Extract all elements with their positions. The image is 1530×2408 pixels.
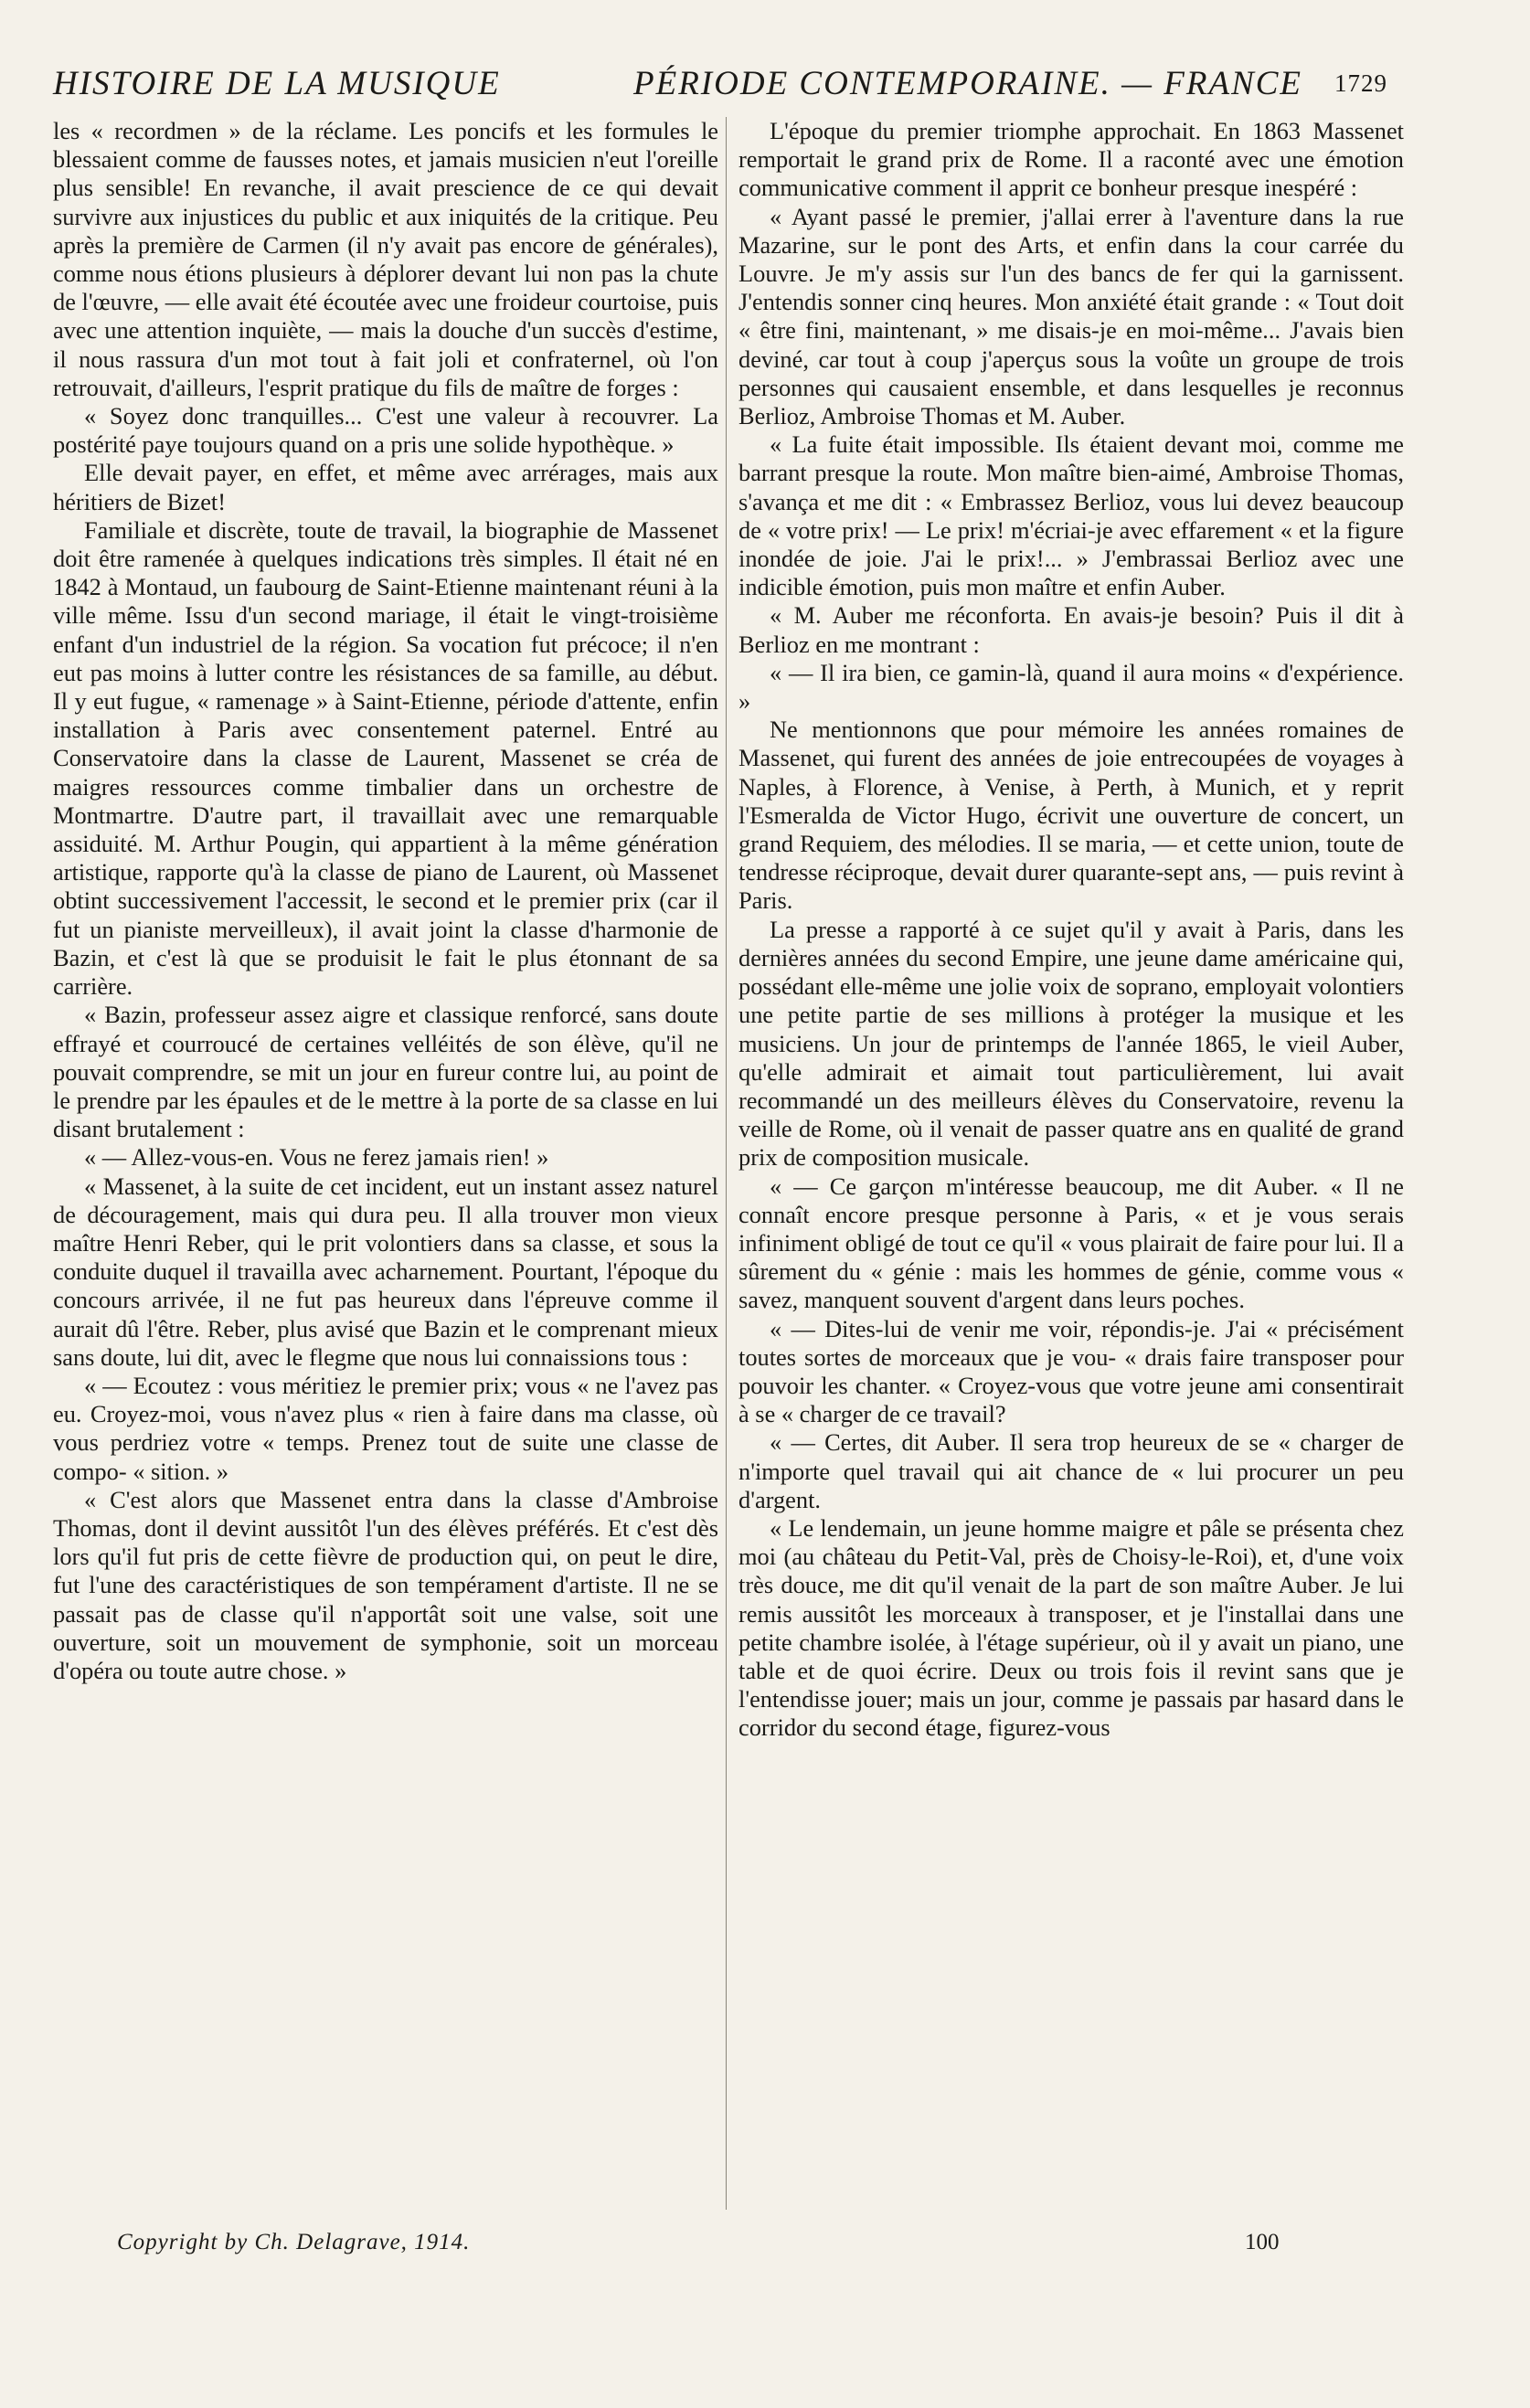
paragraph: L'époque du premier triomphe approchait. En 1863 Massenet remportait le grand prix de Rome. Il a raconté avec une émotion communicative comment il apprit ce bonheur presque inespéré :	[738, 117, 1404, 202]
header-title-left: HISTOIRE DE LA MUSIQUE	[53, 65, 501, 102]
header-page-number: 1729	[1334, 69, 1387, 97]
paragraph: « — Dites-lui de venir me voir, répondis-je. J'ai « précisément toutes sortes de morceaux que je vou- « drais faire transposer pour pouvoir les chanter. « Croyez-vous que votre jeune ami consentirait à se « charger de ce travail?	[738, 1314, 1404, 1428]
right-column	[738, 117, 1404, 1743]
paragraph: « M. Auber me réconforta. En avais-je besoin? Puis il dit à Berlioz en me montrant :	[738, 601, 1404, 658]
copyright-notice: Copyright by Ch. Delagrave, 1914.	[117, 2230, 471, 2254]
paragraph: Familiale et discrète, toute de travail, la biographie de Massenet doit être ramenée à quelques indications très simples. Il était né en 1842 à Montaud, un faubourg de Saint-Etienne maintenant réuni à la ville même. Issu d'un second mariage, il était le vingt-troisième enfant d'un industriel de la région. Sa vocation fut précoce; il n'en eut pas moins à lutter contre les résistances de sa famille, au début. Il y eut fugue, « ramenage » à Saint-Etienne, période d'attente, enfin installation à Paris avec consentement paternel. Entré au Conservatoire dans la classe de Laurent, Massenet se créa de maigres ressources comme timbalier dans un orchestre de Montmartre. D'autre part, il travaillait avec une remarquable assiduité. M. Arthur Pougin, qui appartient à la même génération artistique, rapporte qu'à la classe de piano de Laurent, où Massenet obtint successivement l'accessit, le second et le premier prix (car il fut un pianiste merveilleux), il avait joint la classe d'harmonie de Bazin, et c'est là que se produisit le fait le plus étonnant de sa carrière.	[53, 515, 718, 1001]
paragraph: « — Certes, dit Auber. Il sera trop heureux de se « charger de n'importe quel travail qui ait chance de « lui procurer un peu d'argent.	[738, 1428, 1404, 1513]
paragraph: les « recordmen » de la réclame. Les poncifs et les formules le blessaient comme de fausses notes, et jamais musicien n'eut l'oreille plus sensible! En revanche, il avait prescience de ce qui devait survivre aux injustices du public et aux iniquités de la critique. Peu après la première de Carmen (il n'y avait pas encore de générales), comme nous étions plusieurs à déplorer devant lui non pas la chute de l'œuvre, — elle avait été écoutée avec une froideur courtoise, puis avec une attention inquiète, — mais la douche d'un succès d'estime, il nous rassura d'un mot tout à fait joli et confraternel, où l'on retrouvait, d'ailleurs, l'esprit pratique du fils de maître de forges :	[53, 117, 718, 401]
column-divider	[726, 117, 727, 2210]
header-title-right: PÉRIODE CONTEMPORAINE. — FRANCE	[633, 65, 1303, 102]
footer-page-number: 100	[1245, 2230, 1280, 2254]
paragraph: La presse a rapporté à ce sujet qu'il y avait à Paris, dans les dernières années du second Empire, une jeune dame américaine qui, possédant elle-même une jolie voix de soprano, employait volontiers une petite partie de ses millions à protéger la musique et les musiciens. Un jour de printemps de l'année 1865, le vieil Auber, qu'elle admirait et aimait tout particulièrement, lui avait recommandé un des meilleurs élèves du Conservatoire, revenu la veille de Rome, où il venait de passer quatre ans en qualité de grand prix de composition musicale.	[738, 915, 1404, 1172]
paragraph: « Soyez donc tranquilles... C'est une valeur à recouvrer. La postérité paye toujours quand on a pris une solide hypothèque. »	[53, 402, 718, 459]
paragraph: Ne mentionnons que pour mémoire les années romaines de Massenet, qui furent des années de joie entrecoupées de voyages à Naples, à Florence, à Venise, à Perth, à Munich, et y reprit l'Esmeralda de Victor Hugo, écrivit une ouverture de concert, un grand Requiem, des mélodies. Il se maria, — et cette union, toute de tendresse réciproque, devait durer quarante-sept ans, — puis revint à Paris.	[738, 716, 1404, 915]
paragraph: « Massenet, à la suite de cet incident, eut un instant assez naturel de découragement, mais qui dura peu. Il alla trouver mon vieux maître Henri Reber, qui le prit volontiers dans sa classe, et sous la conduite duquel il travailla avec acharnement. Pourtant, l'époque du concours arrivée, il ne fut pas heureux dans l'épreuve comme il aurait dû l'être. Reber, plus avisé que Bazin et le comprenant mieux sans doute, lui dit, avec le flegme que nous lui connaissions tous :	[53, 1172, 718, 1371]
paragraph: Elle devait payer, en effet, et même avec arrérages, mais aux héritiers de Bizet!	[53, 459, 718, 515]
running-header	[53, 64, 1397, 110]
left-column	[53, 117, 718, 1685]
paragraph: « — Il ira bien, ce gamin-là, quand il aura moins « d'expérience. »	[738, 658, 1404, 716]
paragraph: « Le lendemain, un jeune homme maigre et pâle se présenta chez moi (au château du Petit-Val, près de Choisy-le-Roi), et, d'une voix très douce, me dit qu'il venait de la part de son maître Auber. Je lui remis aussitôt les morceaux à transposer, et je l'installai dans une petite chambre isolée, à l'étage supérieur, où il y avait un piano, une table et de quoi écrire. Deux ou trois fois il revint sans que je l'entendisse jouer; mais un jour, comme je passais par hasard dans le corridor du second étage, figurez-vous	[738, 1513, 1404, 1742]
paragraph: « C'est alors que Massenet entra dans la classe d'Ambroise Thomas, dont il devint aussitôt l'un des élèves préférés. Et c'est dès lors qu'il fut pris de cette fièvre de production qui, on peut le dire, fut l'une des caractéristiques de son tempérament d'artiste. Il ne se passait pas de classe qu'il n'apportât soit une valse, soit une ouverture, soit un mouvement de symphonie, soit un morceau d'opéra ou toute autre chose. »	[53, 1485, 718, 1684]
paragraph: « Bazin, professeur assez aigre et classique renforcé, sans doute effrayé et courroucé de certaines velléités de son élève, qu'il ne pouvait comprendre, se mit un jour en fureur contre lui, au point de le prendre par les épaules et de le mettre à la porte de sa classe en lui disant brutalement :	[53, 1001, 718, 1143]
paragraph: « — Allez-vous-en. Vous ne ferez jamais rien! »	[84, 1143, 549, 1172]
paragraph: « La fuite était impossible. Ils étaient devant moi, comme me barrant presque la route. Mon maître bien-aimé, Ambroise Thomas, s'avança et me dit : « Embrassez Berlioz, vous lui devez beaucoup de « votre prix! — Le prix! m'écriai-je avec effarement « et la figure inondée de joie. J'ai le prix!... » J'embrassai Berlioz avec une indicible émotion, puis mon maître et enfin Auber.	[738, 430, 1404, 601]
paragraph: « Ayant passé le premier, j'allai errer à l'aventure dans la rue Mazarine, sur le pont des Arts, et enfin dans la cour carrée du Louvre. Je m'y assis sur l'un des bancs de fer qui la garnissent. J'entendis sonner cinq heures. Mon anxiété était grande : « Tout doit « être fini, maintenant, » me disais-je en moi-même... J'avais bien deviné, car tout à coup j'aperçus sous la voûte un groupe de trois personnes qui causaient ensemble, et dans lesquelles je reconnus Berlioz, Ambroise Thomas et M. Auber.	[738, 202, 1404, 430]
paragraph: « — Ce garçon m'intéresse beaucoup, me dit Auber. « Il ne connaît encore presque personne à Paris, « et je vous serais infiniment obligé de tout ce qu'il « vous plairait de faire pour lui. Il a sûrement du « génie : mais les hommes de génie, comme vous « savez, manquent souvent d'argent dans leurs poches.	[738, 1172, 1404, 1314]
paragraph: « — Ecoutez : vous méritiez le premier prix; vous « ne l'avez pas eu. Croyez-moi, vous n'avez plus « rien à faire dans ma classe, où vous perdriez votre « temps. Prenez tout de suite une classe de compo- « sition. »	[53, 1371, 718, 1485]
